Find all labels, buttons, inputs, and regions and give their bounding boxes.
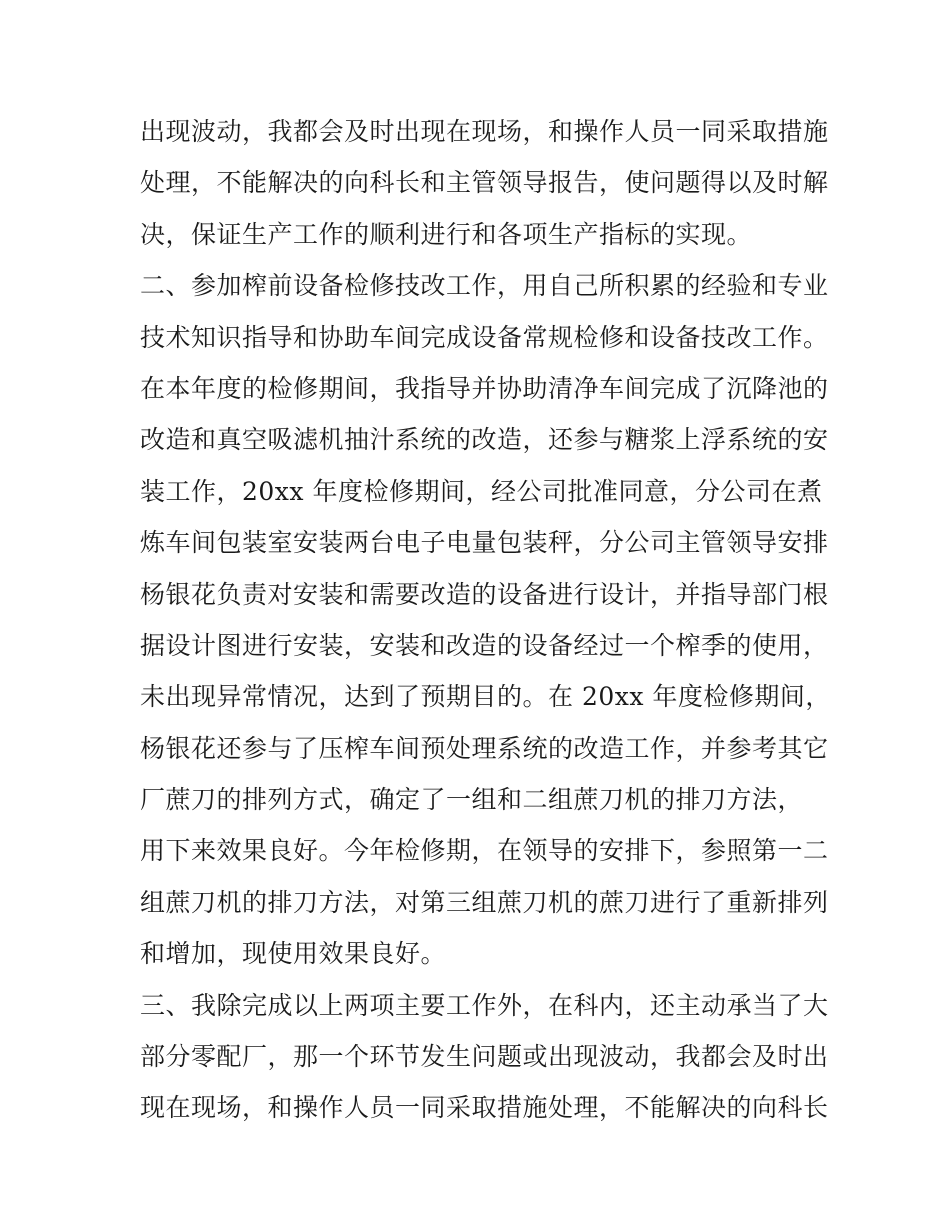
text-line: 在本年度的检修期间，我指导并协助清净车间完成了沉降池的 <box>140 373 829 403</box>
text-line: 未出现异常情况，达到了预期目的。在 20xx 年度检修期间， <box>140 682 831 712</box>
text-line: 和增加，现使用效果良好。 <box>140 939 447 969</box>
text-line: 三、我除完成以上两项主要工作外，在科内，还主动承当了大 <box>140 990 829 1020</box>
text-line: 炼车间包装室安装两台电子电量包装秤，分公司主管领导安排 <box>140 528 829 558</box>
text-line: 装工作，20xx 年度检修期间，经公司批准同意，分公司在煮 <box>140 476 823 506</box>
text-line: 杨银花负责对安装和需要改造的设备进行设计，并指导部门根 <box>140 579 829 609</box>
body-text <box>140 106 831 1134</box>
text-line: 杨银花还参与了压榨车间预处理系统的改造工作，并参考其它 <box>140 733 829 763</box>
text-line: 二、参加榨前设备检修技改工作，用自己所积累的经验和专业 <box>140 271 829 301</box>
text-line: 决，保证生产工作的顺利进行和各项生产指标的实现。 <box>140 219 753 249</box>
text-line: 据设计图进行安装，安装和改造的设备经过一个榨季的使用， <box>140 630 829 660</box>
text-line: 厂蔗刀的排列方式，确定了一组和二组蔗刀机的排刀方法， <box>140 785 804 815</box>
text-line: 出现波动，我都会及时出现在现场，和操作人员一同采取措施 <box>140 117 829 146</box>
text-line: 用下来效果良好。今年检修期，在领导的安排下，参照第一二 <box>140 836 829 866</box>
text-line: 技术知识指导和协助车间完成设备常规检修和设备技改工作。 <box>140 322 829 352</box>
text-line: 部分零配厂，那一个环节发生问题或出现波动，我都会及时出 <box>140 1042 829 1072</box>
text-line: 组蔗刀机的排刀方法，对第三组蔗刀机的蔗刀进行了重新排列 <box>140 887 829 917</box>
text-line: 处理，不能解决的向科长和主管领导报告，使问题得以及时解 <box>140 168 829 198</box>
text-line: 现在现场，和操作人员一同采取措施处理，不能解决的向科长 <box>140 1093 829 1123</box>
text-line: 改造和真空吸滤机抽汁系统的改造，还参与糖浆上浮系统的安 <box>140 425 829 455</box>
